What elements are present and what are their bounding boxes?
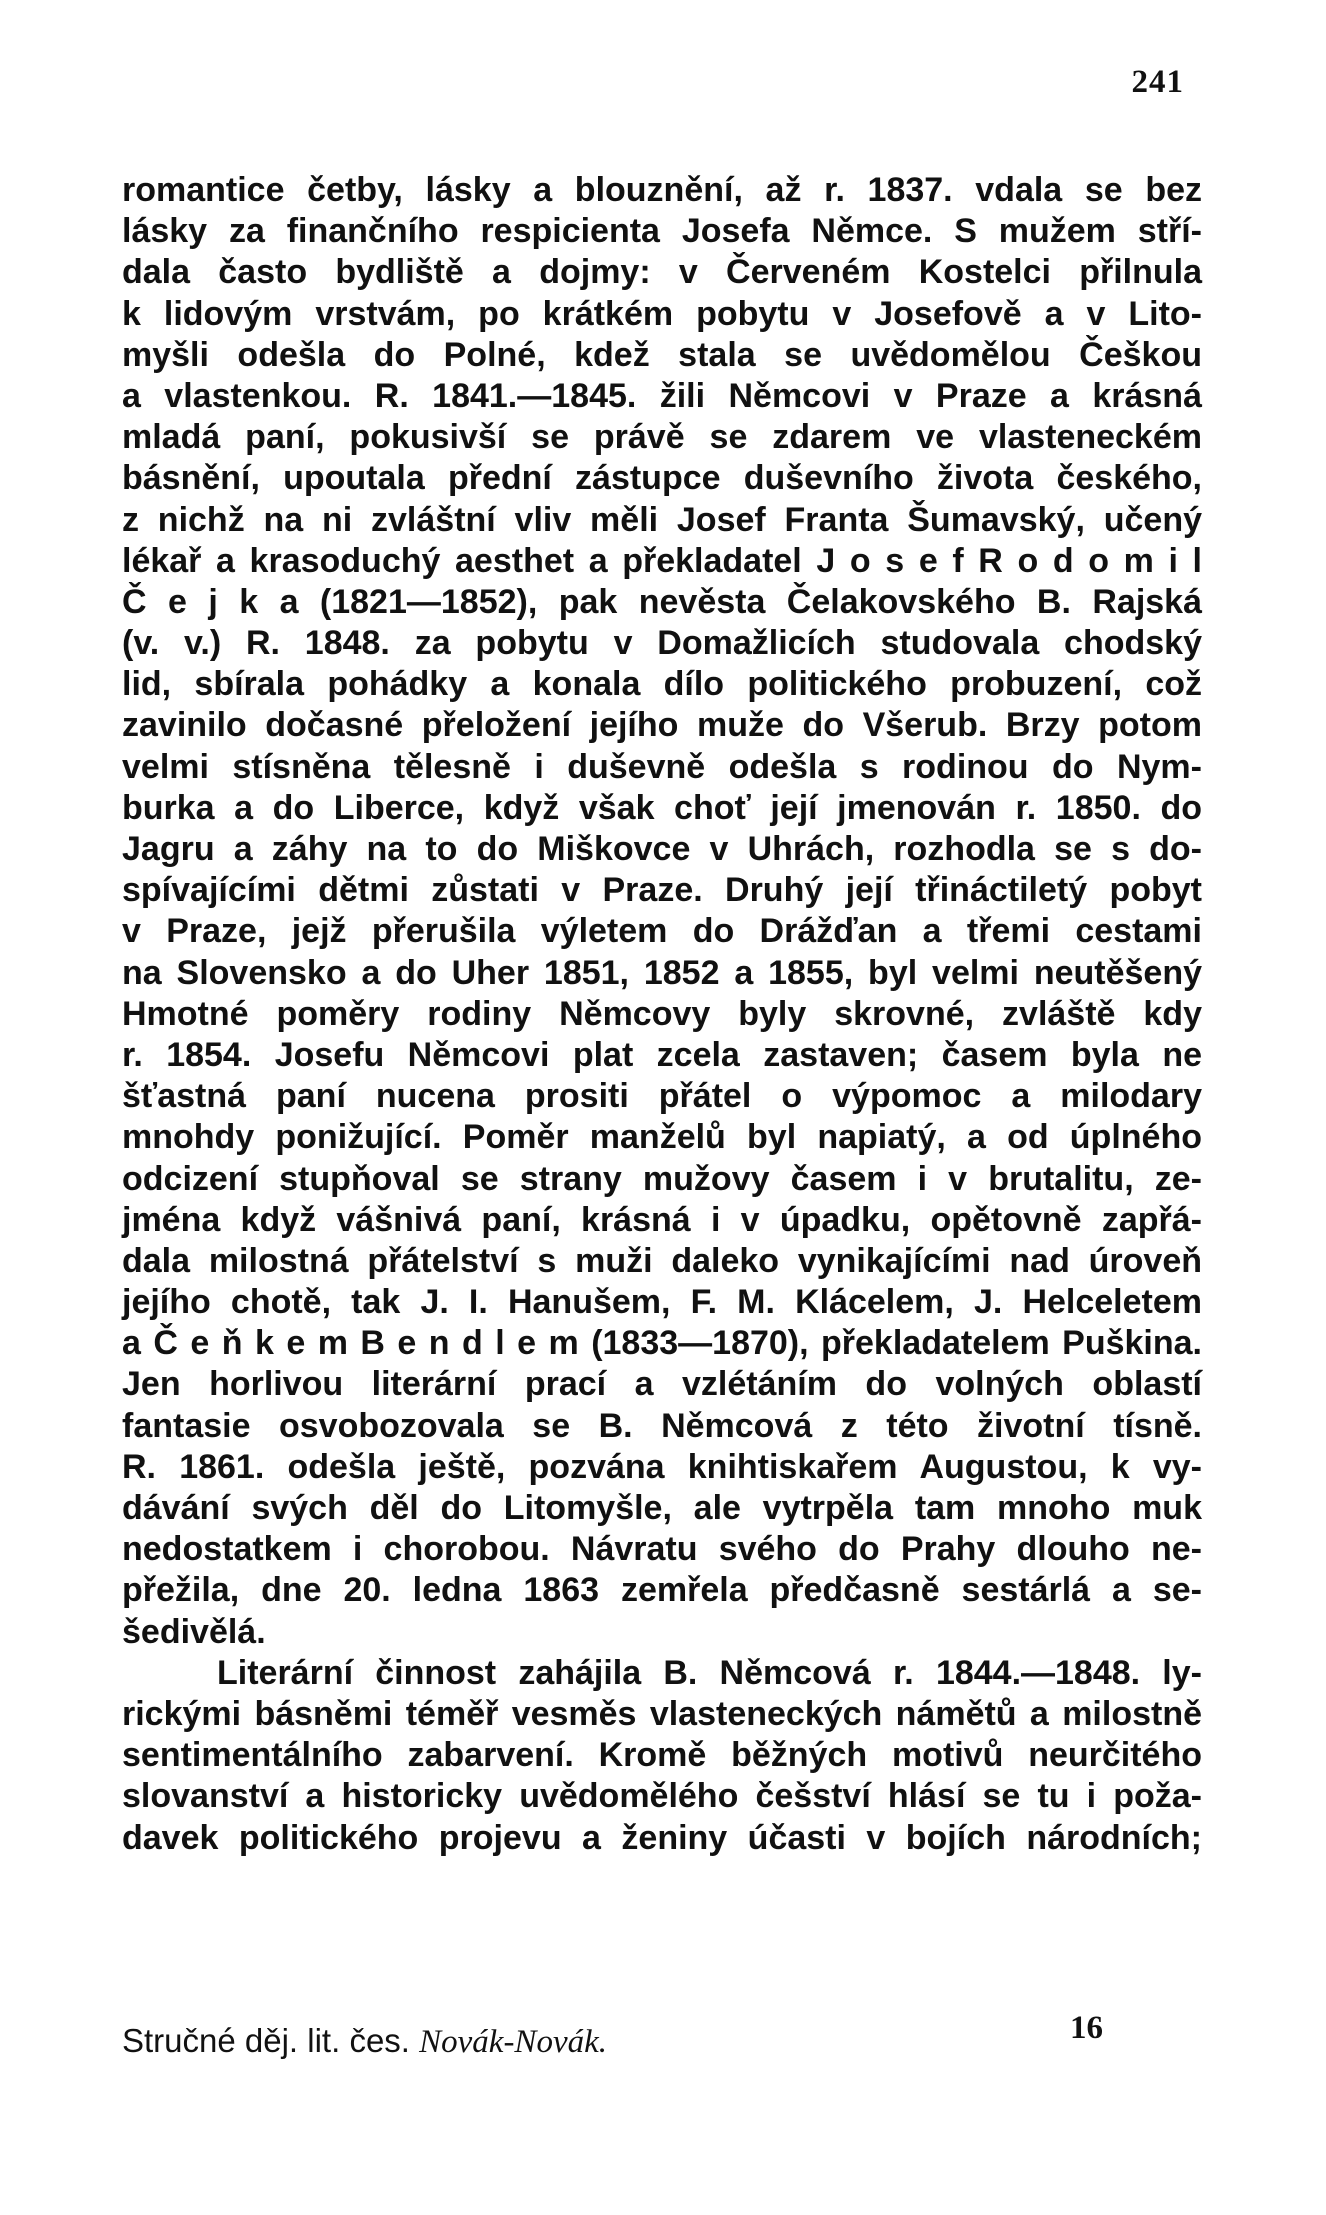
page-number: 241: [1131, 64, 1184, 100]
text-line: burka a do Liberce, když však choť její jmenován r. 1850. do: [122, 788, 1202, 827]
text-line: lékař a krasoduchý aesthet a překladatel J o s e f R o d o m i l: [122, 541, 1202, 580]
text-line: jména když vášnivá paní, krásná i v úpadku, opětovně zapřá-: [122, 1200, 1202, 1239]
text-line: jejího chotě, tak J. I. Hanušem, F. M. Klácelem, J. Helceletem: [122, 1283, 1202, 1322]
text-line: velmi stísněna tělesně i duševně odešla s rodinou do Nym-: [122, 747, 1202, 786]
text-line: zavinilo dočasné přeložení jejího muže do Všerub. Brzy potom: [122, 706, 1202, 745]
text-line: spívajícími dětmi zůstati v Praze. Druhý její třináctiletý pobyt: [122, 871, 1202, 910]
text-line: Č e j k a (1821—1852), pak nevěsta Čelakovského B. Rajská: [122, 582, 1202, 621]
text-line: dala milostná přátelství s muži daleko vynikajícími nad úroveň: [122, 1241, 1202, 1280]
footer-authors: Novák-Novák.: [419, 2024, 607, 2060]
text-line: romantice četby, lásky a blouznění, až r. 1837. vdala se bez: [122, 171, 1202, 209]
text-line: rickými básněmi téměř vesměs vlasteneckých námětů a milostně: [122, 1694, 1202, 1733]
text-line: sentimentálního zabarvení. Kromě běžných motivů neurčitého: [122, 1736, 1202, 1775]
text-line: básnění, upoutala přední zástupce duševního života českého,: [122, 459, 1202, 498]
text-line: přežila, dne 20. ledna 1863 zemřela předčasně sestárlá a se-: [122, 1571, 1202, 1610]
text-line: mladá paní, pokusivší se právě se zdarem ve vlasteneckém: [122, 418, 1202, 457]
text-line: R. 1861. odešla ještě, pozvána knihtiskařem Augustou, k vy-: [122, 1447, 1202, 1486]
text-line: r. 1854. Josefu Němcovi plat zcela zastaven; časem byla ne: [122, 1035, 1202, 1074]
text-line: a vlastenkou. R. 1841.—1845. žili Němcovi v Praze a krásná: [122, 376, 1202, 415]
footer: [122, 2022, 1122, 2061]
text-line: myšli odešla do Polné, kdež stala se uvědomělou Češkou: [122, 335, 1202, 374]
text-line: davek politického projevu a ženiny účasti v bojích národních;: [122, 1818, 1202, 1857]
text-line: slovanství a historicky uvědomělého češství hlásí se tu i poža-: [122, 1777, 1202, 1816]
text-line: lásky za finančního respicienta Josefa Němce. S mužem stří-: [122, 212, 1202, 251]
text-line: šedivělá.: [122, 1612, 266, 1651]
text-line: dávání svých děl do Litomyšle, ale vytrpěla tam mnoho muk: [122, 1489, 1202, 1527]
text-line: Hmotné poměry rodiny Němcovy byly skrovné, zvláště kdy: [122, 994, 1202, 1033]
text-line: (v. v.) R. 1848. za pobytu v Domažlicích studovala chodský: [122, 624, 1202, 663]
text-line: nedostatkem i chorobou. Návratu svého do Prahy dlouho ne-: [122, 1530, 1202, 1569]
footer-book-title: Stručné děj. lit. čes.: [122, 2022, 410, 2059]
text-line: na Slovensko a do Uher 1851, 1852 a 1855, byl velmi neutěšený: [122, 953, 1202, 992]
text-line: v Praze, jejž přerušila výletem do Drážďan a třemi cestami: [122, 912, 1202, 951]
text-line: šťastná paní nucena prositi přátel o výpomoc a milodary: [122, 1077, 1202, 1116]
text-line: fantasie osvobozovala se B. Němcová z této životní tísně.: [122, 1406, 1202, 1445]
text-line: k lidovým vrstvám, po krátkém pobytu v Josefově a v Lito-: [122, 294, 1202, 333]
text-line: Jagru a záhy na to do Miškovce v Uhrách, rozhodla se s do-: [122, 830, 1202, 868]
signature-mark: 16: [1070, 2010, 1103, 2046]
text-line: z nichž na ni zvláštní vliv měli Josef Franta Šumavský, učený: [122, 500, 1202, 539]
text-line: Jen horlivou literární prací a vzlétáním do volných oblastí: [122, 1365, 1202, 1404]
text-line: Literární činnost zahájila B. Němcová r. 1844.—1848. ly-: [217, 1653, 1202, 1692]
text-line: a Č e ň k e m B e n d l e m (1833—1870), překladatelem Puškina.: [122, 1324, 1202, 1363]
text-line: lid, sbírala pohádky a konala dílo politického probuzení, což: [122, 665, 1202, 704]
text-line: dala často bydliště a dojmy: v Červeném Kostelci přilnula: [122, 253, 1202, 292]
text-line: mnohdy ponižující. Poměr manželů byl napiatý, a od úplného: [122, 1118, 1202, 1157]
text-line: odcizení stupňoval se strany mužovy časem i v brutalitu, ze-: [122, 1159, 1202, 1198]
body-text: [122, 170, 1202, 1859]
